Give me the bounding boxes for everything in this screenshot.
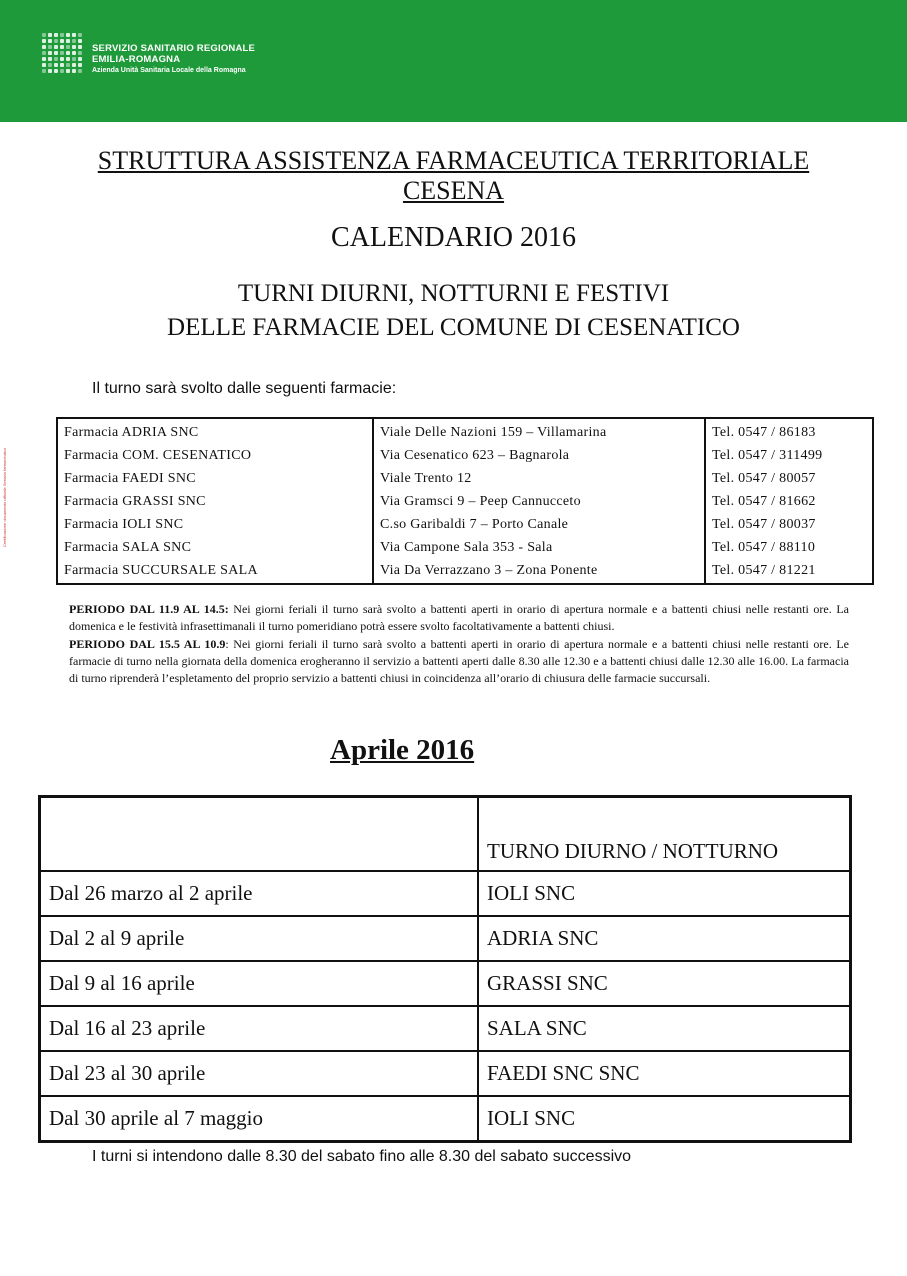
schedule-pharmacy: ADRIA SNC [478,916,851,961]
pharmacy-row [57,467,873,490]
side-margin-note: Certificazione documento ufficiale Servizio farmaceutico [2,447,7,547]
schedule-row [40,871,851,916]
pharmacy-name: SUCCURSALE SALA [122,562,258,578]
pharmacy-phone: Tel. 0547 / 88110 [712,539,816,555]
logo-dot [54,63,58,67]
pharmacy-name: IOLI SNC [122,516,184,532]
pharmacy-prefix: Farmacia [64,493,123,509]
org-line-2: EMILIA-ROMAGNA [92,54,181,65]
pharmacy-phone: Tel. 0547 / 86183 [712,424,816,440]
logo-dot [42,57,46,61]
pharmacy-name: COM. CESENATICO [122,447,252,463]
schedule-header-right: TURNO DIURNO / NOTTURNO [478,797,851,872]
schedule-row [40,1096,851,1142]
schedule-table [38,795,852,1143]
logo-dot [48,57,52,61]
schedule-pharmacy: GRASSI SNC [478,961,851,1006]
header-banner [0,0,907,122]
logo-dot [48,63,52,67]
pharmacy-row [57,444,873,467]
schedule-period: Dal 2 al 9 aprile [40,916,479,961]
logo-dot [54,57,58,61]
logo-dot [66,63,70,67]
logo-dot [54,45,58,49]
schedule-header-left [40,797,479,872]
title-line-2: CESENA [402,176,505,205]
logo-dot [54,51,58,55]
pharmacy-name-cell [57,467,373,490]
schedule-period: Dal 16 al 23 aprile [40,1006,479,1051]
logo-dot [60,63,64,67]
logo-dot [78,63,82,67]
logo-dot [54,69,58,73]
pharmacy-name-cell [57,536,373,559]
pharmacy-prefix: Farmacia [64,539,123,555]
period-2-label: PERIODO DAL 15.5 AL 10.9 [69,636,226,651]
organization-name [92,43,255,76]
pharmacy-row [57,559,873,584]
pharmacy-prefix: Farmacia [64,447,123,463]
logo-dot [42,45,46,49]
logo-dot [78,33,82,37]
month-title: Aprile 2016 [330,734,475,766]
logo-dot [54,33,58,37]
pharmacy-address: C.so Garibaldi 7 – Porto Canale [373,513,705,536]
pharmacy-name-cell [57,559,373,584]
logo-dot [66,45,70,49]
schedule-pharmacy: IOLI SNC [478,1096,851,1142]
logo-dot [72,57,76,61]
logo-dot [48,33,52,37]
ssr-logo-icon [42,33,86,77]
logo-dot [78,57,82,61]
pharmacy-row [57,490,873,513]
pharmacy-phone: Tel. 0547 / 81662 [712,493,816,509]
logo-dot [66,39,70,43]
logo-dot [66,51,70,55]
subtitle [0,277,907,345]
period-1-text: Nei giorni feriali il turno sarà svolto a battenti aperti in orario di apertura normale e a battenti chiusi nelle restanti ore. La domenica e le festività infrasettimanali il turno pomeridiano potrà essere svolto facoltativamente a battenti chiusi. [69,602,850,634]
logo-dot [60,45,64,49]
pharmacy-phone: Tel. 0547 / 80037 [712,516,816,532]
pharmacy-name: SALA SNC [122,539,192,555]
document-title [0,146,907,206]
pharmacy-address: Viale Delle Nazioni 159 – Villamarina [373,418,705,444]
logo-dot [78,51,82,55]
logo-dot [66,69,70,73]
schedule-row [40,961,851,1006]
pharmacy-prefix: Farmacia [64,424,122,440]
logo-dot [42,63,46,67]
schedule-pharmacy: FAEDI SNC SNC [478,1051,851,1096]
subtitle-line-2: DELLE FARMACIE DEL COMUNE DI CESENATICO [167,314,740,341]
schedule-period: Dal 23 al 30 aprile [40,1051,479,1096]
logo-dot [72,63,76,67]
logo-dot [72,69,76,73]
schedule-pharmacy: IOLI SNC [478,871,851,916]
logo-dot [78,45,82,49]
pharmacy-name-cell [57,418,373,444]
org-line-1: SERVIZIO SANITARIO REGIONALE [92,43,256,54]
pharmacy-address: Via Cesenatico 623 – Bagnarola [373,444,705,467]
pharmacy-table [56,417,874,585]
pharmacy-address: Viale Trento 12 [373,467,705,490]
pharmacy-prefix: Farmacia [64,470,123,486]
logo-dot [48,51,52,55]
footnote: I turni si intendono dalle 8.30 del sabato fino alle 8.30 del sabato successivo [92,1148,632,1165]
logo-dot [66,33,70,37]
logo-dot [60,57,64,61]
schedule-period: Dal 26 marzo al 2 aprile [40,871,479,916]
logo-dot [60,69,64,73]
title-line-1: STRUTTURA ASSISTENZA FARMACEUTICA TERRITORIALE [97,146,810,175]
org-line-3: Azienda Unità Sanitaria Locale della Romagna [92,67,246,74]
logo-dot [48,69,52,73]
pharmacy-phone: Tel. 0547 / 80057 [712,470,816,486]
logo-dot [60,39,64,43]
pharmacy-prefix: Farmacia [64,516,123,532]
schedule-period: Dal 9 al 16 aprile [40,961,479,1006]
logo-dot [42,33,46,37]
pharmacy-name-cell [57,490,373,513]
intro-text: Il turno sarà svolto dalle seguenti farmacie: [92,380,397,397]
pharmacy-name: ADRIA SNC [121,424,199,440]
pharmacy-address: Via Campone Sala 353 - Sala [373,536,705,559]
logo-dot [66,57,70,61]
schedule-header-row [40,797,851,872]
schedule-pharmacy: SALA SNC [478,1006,851,1051]
pharmacy-name: GRASSI SNC [122,493,206,509]
logo-dot [72,33,76,37]
pharmacy-address: Via Gramsci 9 – Peep Cannucceto [373,490,705,513]
logo-dot [42,51,46,55]
pharmacy-row [57,418,873,444]
pharmacy-row [57,513,873,536]
calendar-title: CALENDARIO 2016 [331,222,576,253]
pharmacy-name: FAEDI SNC [122,470,196,486]
pharmacy-name-cell [57,444,373,467]
logo-dot [48,45,52,49]
pharmacy-phone: Tel. 0547 / 81221 [712,562,816,578]
schedule-row [40,1051,851,1096]
logo-dot [60,33,64,37]
subtitle-line-1: TURNI DIURNI, NOTTURNI E FESTIVI [237,280,670,307]
schedule-row [40,916,851,961]
schedule-period: Dal 30 aprile al 7 maggio [40,1096,479,1142]
period-2-text: : Nei giorni feriali il turno sarà svolto a battenti aperti in orario di apertura normale e a battenti chiusi nelle restanti ore. Le farmacie di turno nella giornata della domenica erogheranno il servizio a battenti aperti dalle 8.30 alle 12.30 e a battenti chiusi dalle 12.30 alle 16.00. La farmacia di turno riprenderà l’espletamento del proprio servizio a battenti chiusi in coincidenza all’orario di chiusura delle farmacie succursali. [69,636,849,686]
period-1-label: PERIODO DAL 11.9 AL 14.5: [69,602,229,616]
pharmacy-row [57,536,873,559]
logo-dot [72,39,76,43]
pharmacy-phone: Tel. 0547 / 311499 [712,447,823,463]
logo-dot [48,39,52,43]
logo-dot [78,39,82,43]
logo-dot [78,69,82,73]
logo-dot [54,39,58,43]
period-notes [69,601,849,687]
logo-dot [60,51,64,55]
logo-dot [42,69,46,73]
logo-dot [42,39,46,43]
logo-dot [72,45,76,49]
logo-dot [72,51,76,55]
pharmacy-address: Via Da Verrazzano 3 – Zona Ponente [373,559,705,584]
schedule-row [40,1006,851,1051]
pharmacy-prefix: Farmacia [64,562,123,578]
pharmacy-name-cell [57,513,373,536]
